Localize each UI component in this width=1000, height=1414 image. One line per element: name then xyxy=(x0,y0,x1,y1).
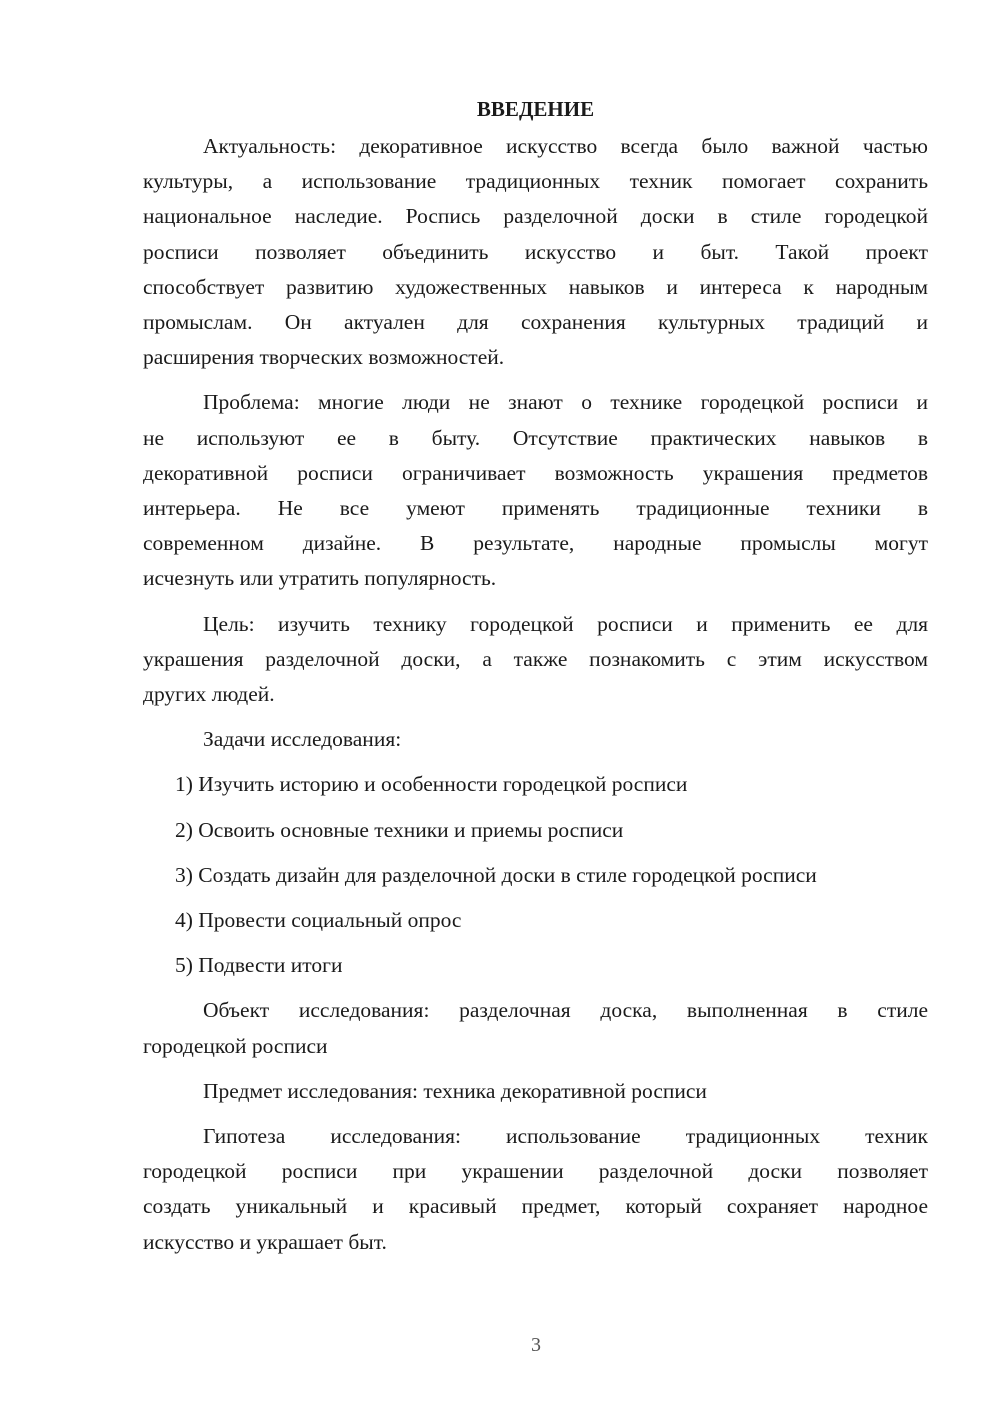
paragraph-line: исчезнуть или утратить популярность. xyxy=(143,566,497,591)
document-page xyxy=(143,92,928,1270)
paragraph-line: городецкой росписи при украшении разделочной доски позволяет xyxy=(143,1159,928,1184)
paragraph-line: Проблема: многие люди не знают о технике городецкой росписи и xyxy=(203,390,928,415)
hypothesis-paragraph xyxy=(143,1119,928,1260)
paragraph-line: росписи позволяет объединить искусство и быт. Такой проект xyxy=(143,239,928,264)
paragraph-line: современном дизайне. В результате, народные промыслы могут xyxy=(143,531,928,556)
paragraph-line: расширения творческих возможностей. xyxy=(143,345,505,370)
task-item: 3) Создать дизайн для разделочной доски в стиле городецкой росписи xyxy=(175,862,817,887)
paragraph-line: создать уникальный и красивый предмет, который сохраняет народное xyxy=(143,1194,928,1219)
paragraph-line: искусство и украшает быт. xyxy=(143,1229,387,1254)
subject-paragraph: Предмет исследования: техника декоративной росписи xyxy=(203,1078,707,1103)
goal-paragraph xyxy=(143,607,928,713)
paragraph-line: декоративной росписи ограничивает возможность украшения предметов xyxy=(143,460,928,485)
object-paragraph xyxy=(143,993,928,1063)
paragraph-line: Объект исследования: разделочная доска, выполненная в стиле xyxy=(203,998,928,1023)
paragraph-line: других людей. xyxy=(143,682,275,707)
page-title: ВВЕДЕНИЕ xyxy=(476,97,595,121)
paragraph-line: Актуальность: декоративное искусство всегда было важной частью xyxy=(203,134,928,158)
paragraph-line: Гипотеза исследования: использование традиционных техник xyxy=(203,1124,928,1149)
paragraph-line: национальное наследие. Роспись разделочной доски в стиле городецкой xyxy=(143,204,928,229)
paragraph-line: украшения разделочной доски, а также познакомить с этим искусством xyxy=(143,646,928,671)
paragraph-line: способствует развитию художественных навыков и интереса к народным xyxy=(143,274,928,299)
relevance-paragraph xyxy=(143,129,928,375)
problem-paragraph xyxy=(143,385,928,596)
tasks-heading: Задачи исследования: xyxy=(203,727,402,752)
paragraph-line: городецкой росписи xyxy=(143,1033,328,1058)
task-item: 2) Освоить основные техники и приемы росписи xyxy=(175,817,624,842)
paragraph-line: промыслам. Он актуален для сохранения культурных традиций и xyxy=(143,310,928,335)
paragraph-line: Цель: изучить технику городецкой росписи и применить ее для xyxy=(203,611,928,636)
paragraph-line: интерьера. Не все умеют применять традиционные техники в xyxy=(143,496,928,521)
paragraph-line: культуры, а использование традиционных техник помогает сохранить xyxy=(143,169,928,194)
task-item: 5) Подвести итоги xyxy=(175,953,343,978)
paragraph-line: не используют ее в быту. Отсутствие практических навыков в xyxy=(143,425,928,450)
task-item: 1) Изучить историю и особенности городецкой росписи xyxy=(175,772,688,797)
page-number: 3 xyxy=(531,1334,541,1356)
task-item: 4) Провести социальный опрос xyxy=(175,908,462,933)
